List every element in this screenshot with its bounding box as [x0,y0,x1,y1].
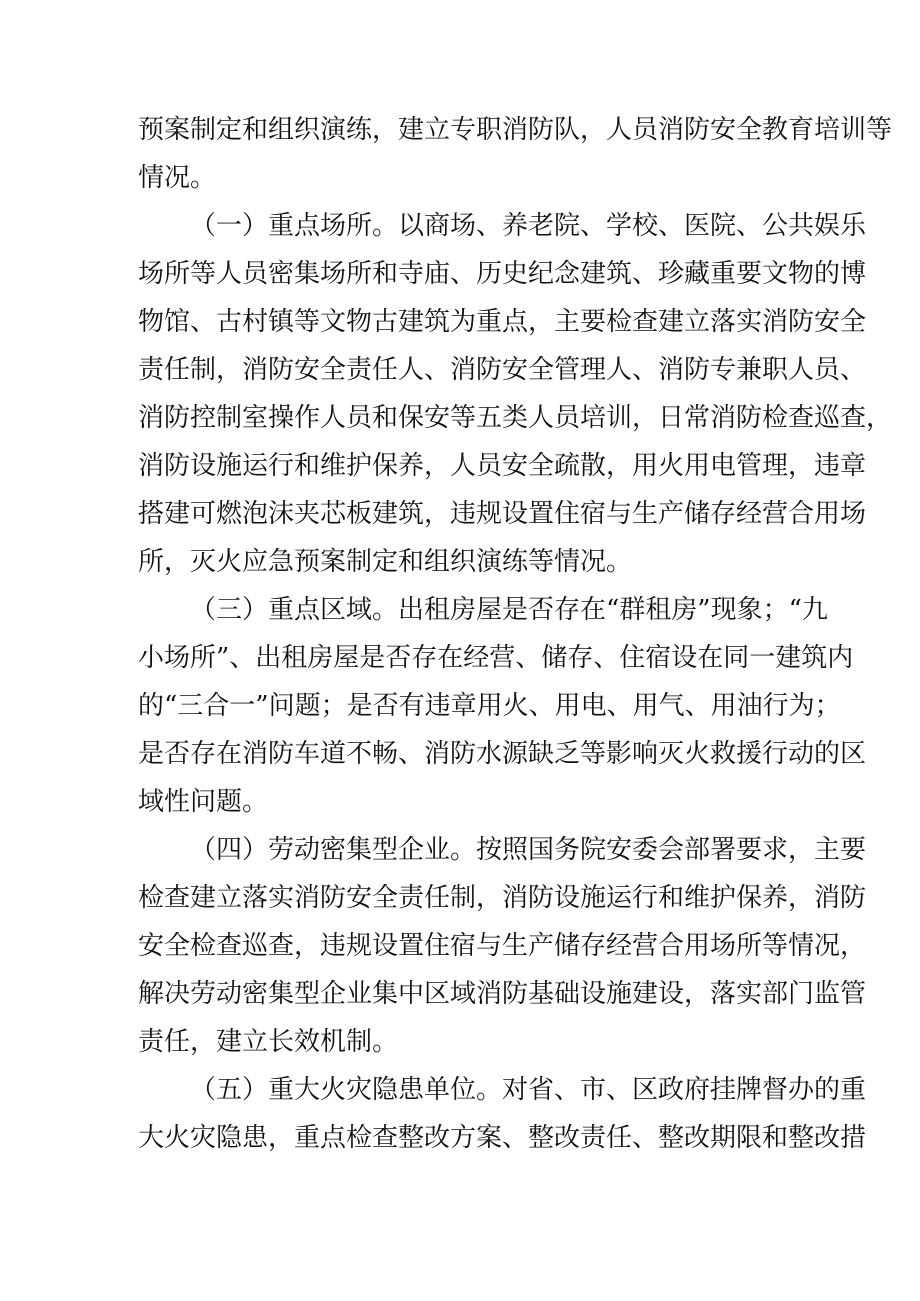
text-line: 所，灭火应急预案制定和组织演练等情况。 [138,547,633,577]
text-line: 是否存在消防车道不畅、消防水源缺乏等影响灭火救援行动的区 [138,739,867,769]
text-line: 解决劳动密集型企业集中区域消防基础设施建设，落实部门监管 [138,979,867,1009]
text-line: 大火灾隐患，重点检查整改方案、整改责任、整改期限和整改措 [138,1123,867,1153]
text-line: 责任，建立长效机制。 [138,1027,399,1057]
text-line: 域性问题。 [138,787,269,817]
text-line: （一）重点场所。以商场、养老院、学校、医院、公共娱乐 [190,211,867,241]
text-line: （四）劳动密集型企业。按照国务院安委会部署要求，主要 [190,835,867,865]
text-line: 搭建可燃泡沫夹芯板建筑，违规设置住宿与生产储存经营合用场 [138,499,867,529]
text-line: 物馆、古村镇等文物古建筑为重点，主要检查建立落实消防安全 [138,307,867,337]
text-line: 消防控制室操作人员和保安等五类人员培训，日常消防检查巡查， [138,403,893,433]
text-line: 责任制，消防安全责任人、消防安全管理人、消防专兼职人员、 [138,355,867,385]
text-line: （五）重大火灾隐患单位。对省、市、区政府挂牌督办的重 [190,1075,867,1105]
text-line: （三）重点区域。出租房屋是否存在“群租房”现象；“九 [190,595,828,625]
text-line: 安全检查巡查，违规设置住宿与生产储存经营合用场所等情况， [138,931,867,961]
text-line: 场所等人员密集场所和寺庙、历史纪念建筑、珍藏重要文物的博 [138,259,867,289]
text-line: 情况。 [138,163,217,193]
text-line: 预案制定和组织演练，建立专职消防队，人员消防安全教育培训等 [138,115,893,145]
text-line: 的“三合一”问题；是否有违章用火、用电、用气、用油行为； [138,691,841,721]
text-line: 消防设施运行和维护保养，人员安全疏散，用火用电管理，违章 [138,451,867,481]
text-line: 小场所”、出租房屋是否存在经营、储存、住宿设在同一建筑内 [138,643,854,673]
text-line: 检查建立落实消防安全责任制，消防设施运行和维护保养，消防 [138,883,867,913]
